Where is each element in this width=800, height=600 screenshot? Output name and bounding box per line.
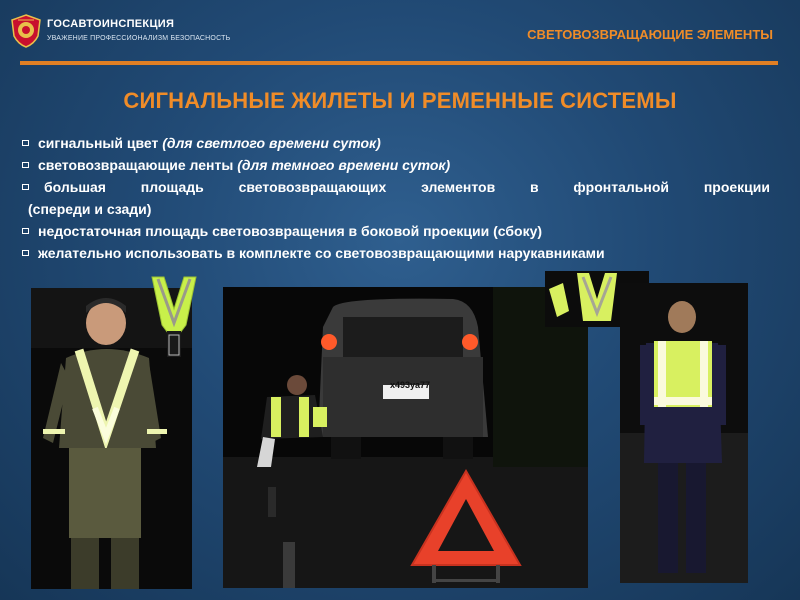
- list-item-text: сигнальный цвет: [38, 135, 163, 151]
- photo-man-in-vest: [620, 283, 748, 583]
- list-item-italic: (для темного времени суток): [237, 157, 451, 173]
- bullet-marker-icon: [22, 228, 29, 234]
- reflective-vest-icon: [146, 273, 202, 359]
- list-item: [22, 176, 770, 198]
- list-item: [22, 132, 770, 154]
- bullet-marker-icon: [22, 184, 29, 190]
- section-title: СВЕТОВОЗВРАЩАЮЩИЕ ЭЛЕМЕНТЫ: [527, 27, 773, 42]
- bullet-list: [22, 132, 770, 264]
- bullet-marker-icon: [22, 162, 29, 168]
- gibdd-emblem-icon: [10, 14, 42, 48]
- photo-roadside-night-scene: [223, 287, 588, 588]
- brand-name: ГОСАВТОИНСПЕКЦИЯ: [47, 18, 175, 30]
- list-item-text: недостаточная площадь световозвращения в боковой проекции (сбоку): [38, 223, 543, 239]
- header-divider: [20, 61, 778, 65]
- warning-triangle-icon: [408, 465, 524, 585]
- brand-slogan: УВАЖЕНИЕ ПРОФЕССИОНАЛИЗМ БЕЗОПАСНОСТЬ: [47, 35, 231, 42]
- bullet-marker-icon: [22, 250, 29, 256]
- list-item-text: желательно использовать в комплекте со световозвращающими нарукавниками: [38, 245, 605, 261]
- list-item: [22, 220, 770, 242]
- list-item-text: большая площадь световозвращающих элементов в фронтальной проекции: [44, 179, 770, 195]
- list-item: [22, 154, 770, 176]
- list-item-text: световозвращающие ленты: [38, 157, 238, 173]
- list-item-italic: (для светлого времени суток): [162, 135, 381, 151]
- page-title: СИГНАЛЬНЫЕ ЖИЛЕТЫ И РЕМЕННЫЕ СИСТЕМЫ: [123, 88, 677, 113]
- bullet-marker-icon: [22, 140, 29, 146]
- license-plate: х493уа77: [390, 380, 430, 390]
- list-item-continuation: (спереди и сзади): [28, 201, 152, 217]
- list-item: [22, 242, 770, 264]
- brand: [47, 18, 230, 42]
